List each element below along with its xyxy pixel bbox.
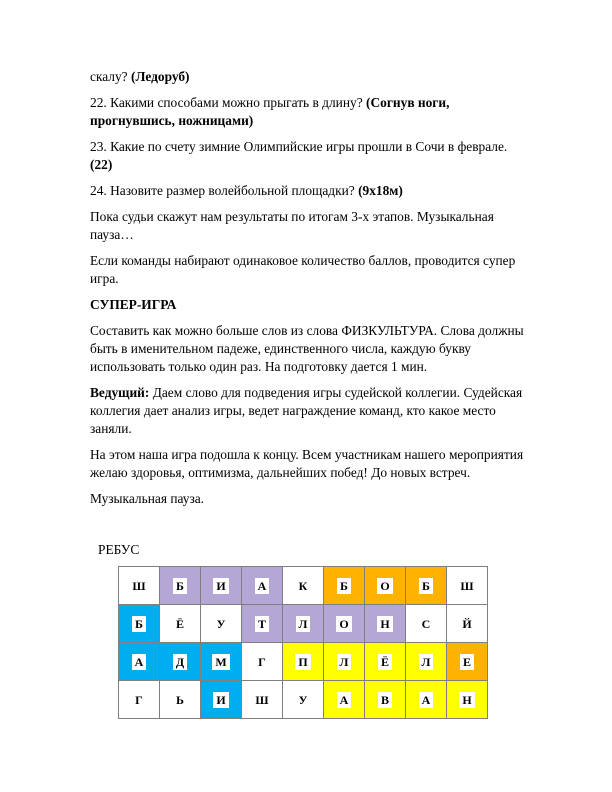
rebus-cell [201,643,242,681]
rebus-cell [201,605,242,643]
rebus-grid [118,566,488,719]
rebus-title: РЕБУС [98,542,140,557]
rebus-cell [406,681,447,719]
paragraph-music: Музыкальная пауза. [90,491,205,506]
paragraph-host: Ведущий: Даем слово для подведения игры судейской коллегии. Судейская коллегия дает анализ игры, ведет награждение команд, кто какое место заняли. [90,385,523,436]
rebus-cell [201,681,242,719]
rebus-row [119,567,488,605]
paragraph-task: Составить как можно больше слов из слова ФИЗКУЛЬТУРА. Слова должны быть в именительном падеже, единственного числа, каждую букву использовать только один раз. На подготовку дается 1 мин. [90,323,524,374]
rebus-cell [324,567,365,605]
question-23: 23. Какие по счету зимние Олимпийские игры прошли в Сочи в феврале. (22) [90,139,508,172]
rebus-cell [242,681,283,719]
rebus-row [119,643,488,681]
rebus-letter: Б [419,578,433,594]
rebus-row [119,605,488,643]
paragraph-tie: Если команды набирают одинаковое количество баллов, проводится супер игра. [90,253,516,286]
rebus-cell [119,643,160,681]
rebus-letter: Б [132,616,146,632]
rebus-letter: Б [173,578,187,594]
rebus-cell [119,681,160,719]
rebus-cell [365,643,406,681]
rebus-letter: Ш [252,692,271,708]
rebus-cell [447,681,488,719]
rebus-letter: Т [255,616,269,632]
rebus-cell [160,567,201,605]
paragraph-1: скалу? (Ледоруб) [90,69,190,84]
rebus-letter: В [378,692,392,708]
rebus-cell [283,567,324,605]
paragraph-pause: Пока судьи скажут нам результаты по итогам 3-х этапов. Музыкальная пауза… [90,209,494,242]
rebus-letter: М [212,654,229,670]
rebus-row [119,681,488,719]
rebus-cell [160,681,201,719]
rebus-letter: Ь [173,692,187,708]
section-heading-super-game: СУПЕР-ИГРА [90,297,177,312]
rebus-cell [406,567,447,605]
rebus-cell [365,605,406,643]
rebus-cell [242,567,283,605]
rebus-cell [242,643,283,681]
rebus-letter: П [295,654,310,670]
rebus-cell [283,681,324,719]
rebus-cell [324,681,365,719]
rebus-letter: И [213,692,228,708]
rebus-letter: К [296,578,311,594]
paragraph-closing: На этом наша игра подошла к концу. Всем участникам нашего мероприятия желаю здоровья, оптимизма, дальнейших побед! До новых встреч. [90,447,524,480]
rebus-letter: Л [296,616,311,632]
rebus-letter: У [296,692,311,708]
rebus-cell [447,643,488,681]
rebus-cell [324,643,365,681]
rebus-cell [406,643,447,681]
rebus-letter: Л [337,654,352,670]
rebus-letter: А [255,578,270,594]
rebus-cell [365,681,406,719]
rebus-cell [283,605,324,643]
rebus-letter: Н [377,616,392,632]
rebus-cell [365,567,406,605]
rebus-cell [447,605,488,643]
rebus-cell [283,643,324,681]
rebus-letter: Б [337,578,351,594]
rebus-letter: Ё [173,616,187,632]
rebus-letter: О [377,578,392,594]
question-24: 24. Назовите размер волейбольной площадки? (9х18м) [90,183,403,198]
rebus-letter: Д [173,654,187,670]
rebus-cell [447,567,488,605]
rebus-cell [406,605,447,643]
rebus-cell [201,567,242,605]
rebus-letter: Ш [457,578,476,594]
document-body [90,68,530,516]
rebus-cell [160,605,201,643]
rebus-letter: Е [460,654,474,670]
rebus-letter: А [132,654,147,670]
rebus-letter: Ё [378,654,392,670]
rebus-letter: Ш [129,578,148,594]
rebus-letter: О [336,616,351,632]
question-22: 22. Какими способами можно прыгать в длину? (Согнув ноги, прогнувшись, ножницами) [90,95,450,128]
rebus-cell [324,605,365,643]
rebus-cell [119,567,160,605]
rebus-cell [242,605,283,643]
rebus-letter: А [419,692,434,708]
rebus-cell [119,605,160,643]
rebus-cell [160,643,201,681]
rebus-letter: Л [419,654,434,670]
rebus-letter: Н [459,692,474,708]
rebus-letter: У [214,616,229,632]
rebus-letter: Г [255,654,269,670]
rebus-letter: С [419,616,434,632]
rebus-letter: Й [459,616,474,632]
rebus-letter: Г [132,692,146,708]
rebus-letter: А [337,692,352,708]
rebus-letter: И [213,578,228,594]
